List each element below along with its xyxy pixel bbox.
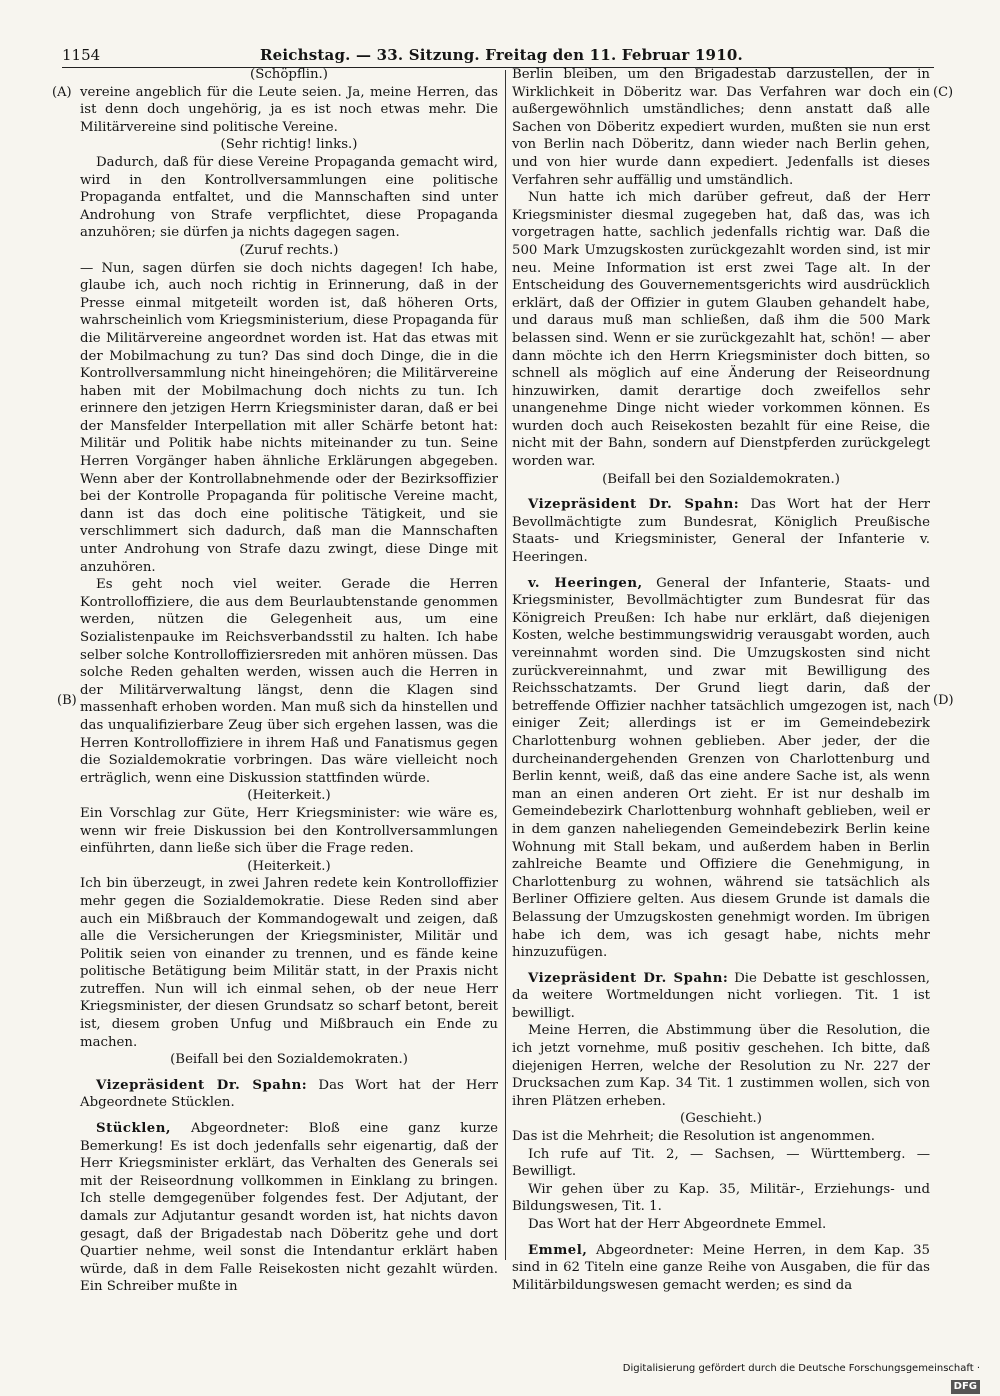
paragraph: Das ist die Mehrheit; die Resolution ist angenommen.	[512, 1129, 876, 1145]
dfg-logo: DFG	[951, 1380, 980, 1394]
digitization-credit	[600, 1360, 980, 1392]
page-number: 1154	[62, 46, 101, 64]
speaker-text: General der Infanterie, Staats- und Kriegsminister, Bevollmächtigter zum Bundesrat für das Königreich Preußen: Ich habe nur erklärt, daß diejenigen Kosten, welche bestimmungswidrig verausgabt worden, auch vereinnahmt worden sind. Die Umzugskosten sind nicht zurückvereinnahmt, und zwar mit Bewilligung des Reichsschatzamts. Der Grund liegt darin, daß der betreffende Offizier nachher tatsächlich umgezogen ist, nach einiger Zeit; allerdings ist er im Gemeindebezirk Charlottenburg wohnen geblieben. Aber jeder, der die durcheinandergehenden Grenzen von Charlottenburg und Berlin kennt, weiß, daß das eine andere Sache ist, als wenn man an einen anderen Ort zieht. Er ist nur deshalb im Gemeindebezirk Charlottenburg wohnhaft geblieben, weil er in dem ganzen naheliegenden Gemeindebezirk Berlin keine Wohnung mit Stall bekam, und außerdem haben in Berlin zahlreiche Beamte und Offiziere die Genehmigung, in Charlottenburg zu wohnen, während sie tatsächlich als Berliner Offiziere gelten. Aus diesem Grunde ist damals die Belassung der Umzugskosten genehmigt worden. Im übrigen habe ich dem, was ich gesagt habe, nichts mehr hinzuzufügen.	[512, 575, 930, 961]
paragraph: vereine angeblich für die Leute seien. Ja, meine Herren, das ist denn doch ungehörig, ja es ist noch etwas mehr. Die Militärvereine sind politische Vereine.	[80, 84, 498, 135]
margin-marker-b: (B)	[57, 693, 77, 708]
speaker-paragraph	[80, 1120, 498, 1296]
left-column	[80, 66, 498, 1296]
paragraph: Ein Vorschlag zur Güte, Herr Kriegsminister: wie wäre es, wenn wir freie Diskussion bei den Kontrollversammlungen einführten, dann ließe sich über die Frage reden.	[80, 805, 498, 857]
speaker-text: Abgeordneter: Bloß eine ganz kurze Bemerkung! Es ist doch jedenfalls sehr eigenartig, daß der Herr Kriegsminister erklärt, das Verhalten des Generals sei mit der Reiseordnung vollkommen in Einklang zu bringen. Ich stelle demgegenüber folgendes fest. Der Adjutant, der damals zur Adjutantur gesandt worden ist, hat nichts davon gesagt, daß der Brigadestab nach Döberitz gehe und dort Quartier nehme, weil sonst die Intendantur erklärt haben würde, daß in dem Falle Reisekosten nicht gezahlt würden. Ein Schreiber mußte in	[80, 1121, 498, 1295]
paragraph: Es geht noch viel weiter. Gerade die Herren Kontrolloffiziere, die aus dem Beurlaubtenstande genommen werden, nützen die Gelegenheit aus, um eine Sozialistenpauke im Reichsverbandsstil zu halten. Ich habe selber solche Kontrolloffiziersreden mit anhören müssen. Das solche Reden gehalten werden, wissen auch die Herren in der Militärverwaltung längst, denn die Klagen sind massenhaft erhoben worden. Man muß sich da hinstellen und das unqualifizierbare Zeug über sich ergehen lassen, was die Herren Kontrolloffiziere in ihrem Haß und Fanatismus gegen die Sozialdemokratie vorbringen. Das wäre vielleicht noch erträglich, wenn eine Diskussion stattfinden würde.	[80, 577, 498, 786]
paragraph: Berlin bleiben, um den Brigadestab darzustellen, der in Wirklichkeit in Döberitz war. Das Verfahren war doch ein außergewöhnlich umständliches; denn anstatt daß alle Sachen von Döberitz expediert wurden, mußten sie nun erst von Berlin nach Döberitz, dann wieder nach Berlin gehen, und von hier wurde dann expediert. Jedenfalls ist dieses Verfahren sehr auffällig und umständlich.	[512, 67, 930, 188]
speaker-paragraph	[80, 1077, 498, 1112]
speaker-text: Abgeordneter: Meine Herren, in dem Kap. 35 sind in 62 Titeln eine ganze Reihe von Ausgaben, die für das Militärbildungswesen gemacht werden; es sind da	[512, 1242, 930, 1293]
paragraph: Ich bin überzeugt, in zwei Jahren redete kein Kontrolloffizier mehr gegen die Sozialdemokratie. Diese Reden sind aber auch ein Mißbrauch der Kommandogewalt und zeigen, daß alle die Versicherungen der Kriegsminister, Militär und Politik seien von einander zu trennen, und es fände keine politische Betätigung beim Militär statt, in der Praxis nicht zutreffen. Nun will ich einmal sehen, ob der neue Herr Kriegsminister, der diesen Grundsatz so scharf betont, bereit ist, diesem groben Unfug und Mißbrauch ein Ende zu machen.	[80, 876, 498, 1050]
speaker-name: v. Heeringen,	[528, 575, 643, 591]
speaker-name: Vizepräsident Dr. Spahn:	[96, 1077, 308, 1093]
interjection: (Geschieht.)	[680, 1111, 762, 1127]
speaker-name: Vizepräsident Dr. Spahn:	[528, 497, 740, 513]
speaker-paragraph	[512, 1242, 930, 1295]
speaker-text: Die Debatte ist geschlossen, da weitere Wortmeldungen nicht vorliegen. Tit. 1 ist bewilligt.	[512, 970, 930, 1021]
page-header	[62, 44, 932, 66]
paragraph: Wir gehen über zu Kap. 35, Militär-, Erziehungs- und Bildungswesen, Tit. 1.	[512, 1181, 930, 1215]
interjection: (Heiterkeit.)	[247, 858, 331, 874]
paragraph: — Nun, sagen dürfen sie doch nichts dagegen! Ich habe, glaube ich, auch noch richtig in Erinnerung, daß in der Presse einmal mitgeteilt worden ist, daß höheren Orts, wahrscheinlich vom Kriegsministerium, diese Propaganda für die Militärvereine angeordnet worden ist. Hat das etwas mit der Mobilmachung zu tun? Das sind doch Dinge, die in die Kontrollversammlung nicht hineingehören; die Militärvereine haben mit der Mobilmachung doch nichts zu tun. Ich erinnere den jetzigen Herrn Kriegsminister daran, daß er bei der Mansfelder Interpellation mit aller Schärfe betont hat: Militär und Politik habe nichts miteinander zu tun. Seine Herren Vorgänger haben ähnliche Erklärungen abgegeben. Wenn aber der Kontrollabnehmende oder der Bezirksoffizier bei der Kontrolle Propaganda für politische Vereine macht, dann ist das doch eine politische Tätigkeit, und sie verschlimmert sich dadurch, daß man die Mannschaften unter Androhung von Strafe dazu zwingt, diese Dinge mit anzuhören.	[80, 260, 498, 575]
speaker-name: Stücklen,	[96, 1121, 172, 1137]
column-rule	[505, 70, 506, 1260]
interjection: (Beifall bei den Sozialdemokraten.)	[170, 1052, 408, 1068]
speaker-continuation: (Schöpflin.)	[250, 67, 328, 82]
interjection: (Beifall bei den Sozialdemokraten.)	[602, 471, 840, 487]
speaker-text: Das Wort hat der Herr Bevollmächtigte zum Bundesrat, Königlich Preußische Staats- und Kriegsminister, General der Infanterie v. Heeringen.	[512, 497, 931, 566]
interjection: (Heiterkeit.)	[247, 788, 331, 804]
paragraph: Dadurch, daß für diese Vereine Propaganda gemacht wird, wird in den Kontrollversammlungen eine politische Propaganda entfaltet, und die Mannschaften sind unter Androhung von Strafe verpflichtet, diese Propaganda anzuhören; sie dürfen ja nichts dagegen sagen.	[80, 154, 498, 241]
margin-marker-a: (A)	[52, 85, 72, 100]
paragraph: Nun hatte ich mich darüber gefreut, daß der Herr Kriegsminister diesmal zugegeben hat, daß das, was ich vorgetragen hatte, sachlich jedenfalls richtig war. Daß die 500 Mark Umzugskosten zurückgezahlt worden sind, ist mir neu. Meine Information ist erst zwei Tage alt. In der Entscheidung des Gouvernementsgerichts wird ausdrücklich erklärt, daß der Offizier in gutem Glauben gehandelt habe, und daraus muß man schließen, daß ihm die 500 Mark belassen sind. Wenn er sie zurückgezahlt hat, schön! — aber dann möchte ich den Herrn Kriegsminister doch bitten, so schnell als möglich auf eine Änderung der Reiseordnung hinzuwirken, damit derartige doch zweifellos sehr unangenehme Dinge nicht wieder vorkommen können. Es wurden doch auch Reisekosten bezahlt für eine Reise, die nicht mit der Bahn, sondern auf Dienstpferden zurückgelegt worden war.	[512, 190, 930, 470]
speaker-name: Emmel,	[528, 1242, 588, 1258]
paragraph: Meine Herren, die Abstimmung über die Resolution, die ich jetzt vornehme, muß positiv geschehen. Ich bitte, daß diejenigen Herren, welche der Resolution zu Nr. 227 der Drucksachen zum Kap. 34 Tit. 1 zustimmen wollen, sich von ihren Plätzen erheben.	[512, 1023, 930, 1109]
speaker-paragraph	[512, 496, 930, 566]
speaker-paragraph	[512, 575, 930, 962]
speaker-name: Vizepräsident Dr. Spahn:	[528, 970, 729, 986]
speaker-paragraph	[512, 970, 930, 1023]
paragraph: Das Wort hat der Herr Abgeordnete Emmel.	[528, 1217, 827, 1232]
right-column	[512, 66, 930, 1294]
running-title: Reichstag. — 33. Sitzung. Freitag den 11. Februar 1910.	[260, 46, 743, 64]
credit-text: Digitalisierung gefördert durch die Deutsche Forschungsgemeinschaft ·	[622, 1363, 980, 1374]
interjection: (Zuruf rechts.)	[239, 242, 339, 258]
speaker-text: Das Wort hat der Herr Abgeordnete Stücklen.	[80, 1077, 499, 1111]
margin-marker-d: (D)	[933, 693, 954, 708]
margin-marker-c: (C)	[933, 85, 954, 100]
interjection: (Sehr richtig! links.)	[220, 137, 358, 153]
paragraph: Ich rufe auf Tit. 2, — Sachsen, — Württemberg. — Bewilligt.	[512, 1146, 930, 1180]
